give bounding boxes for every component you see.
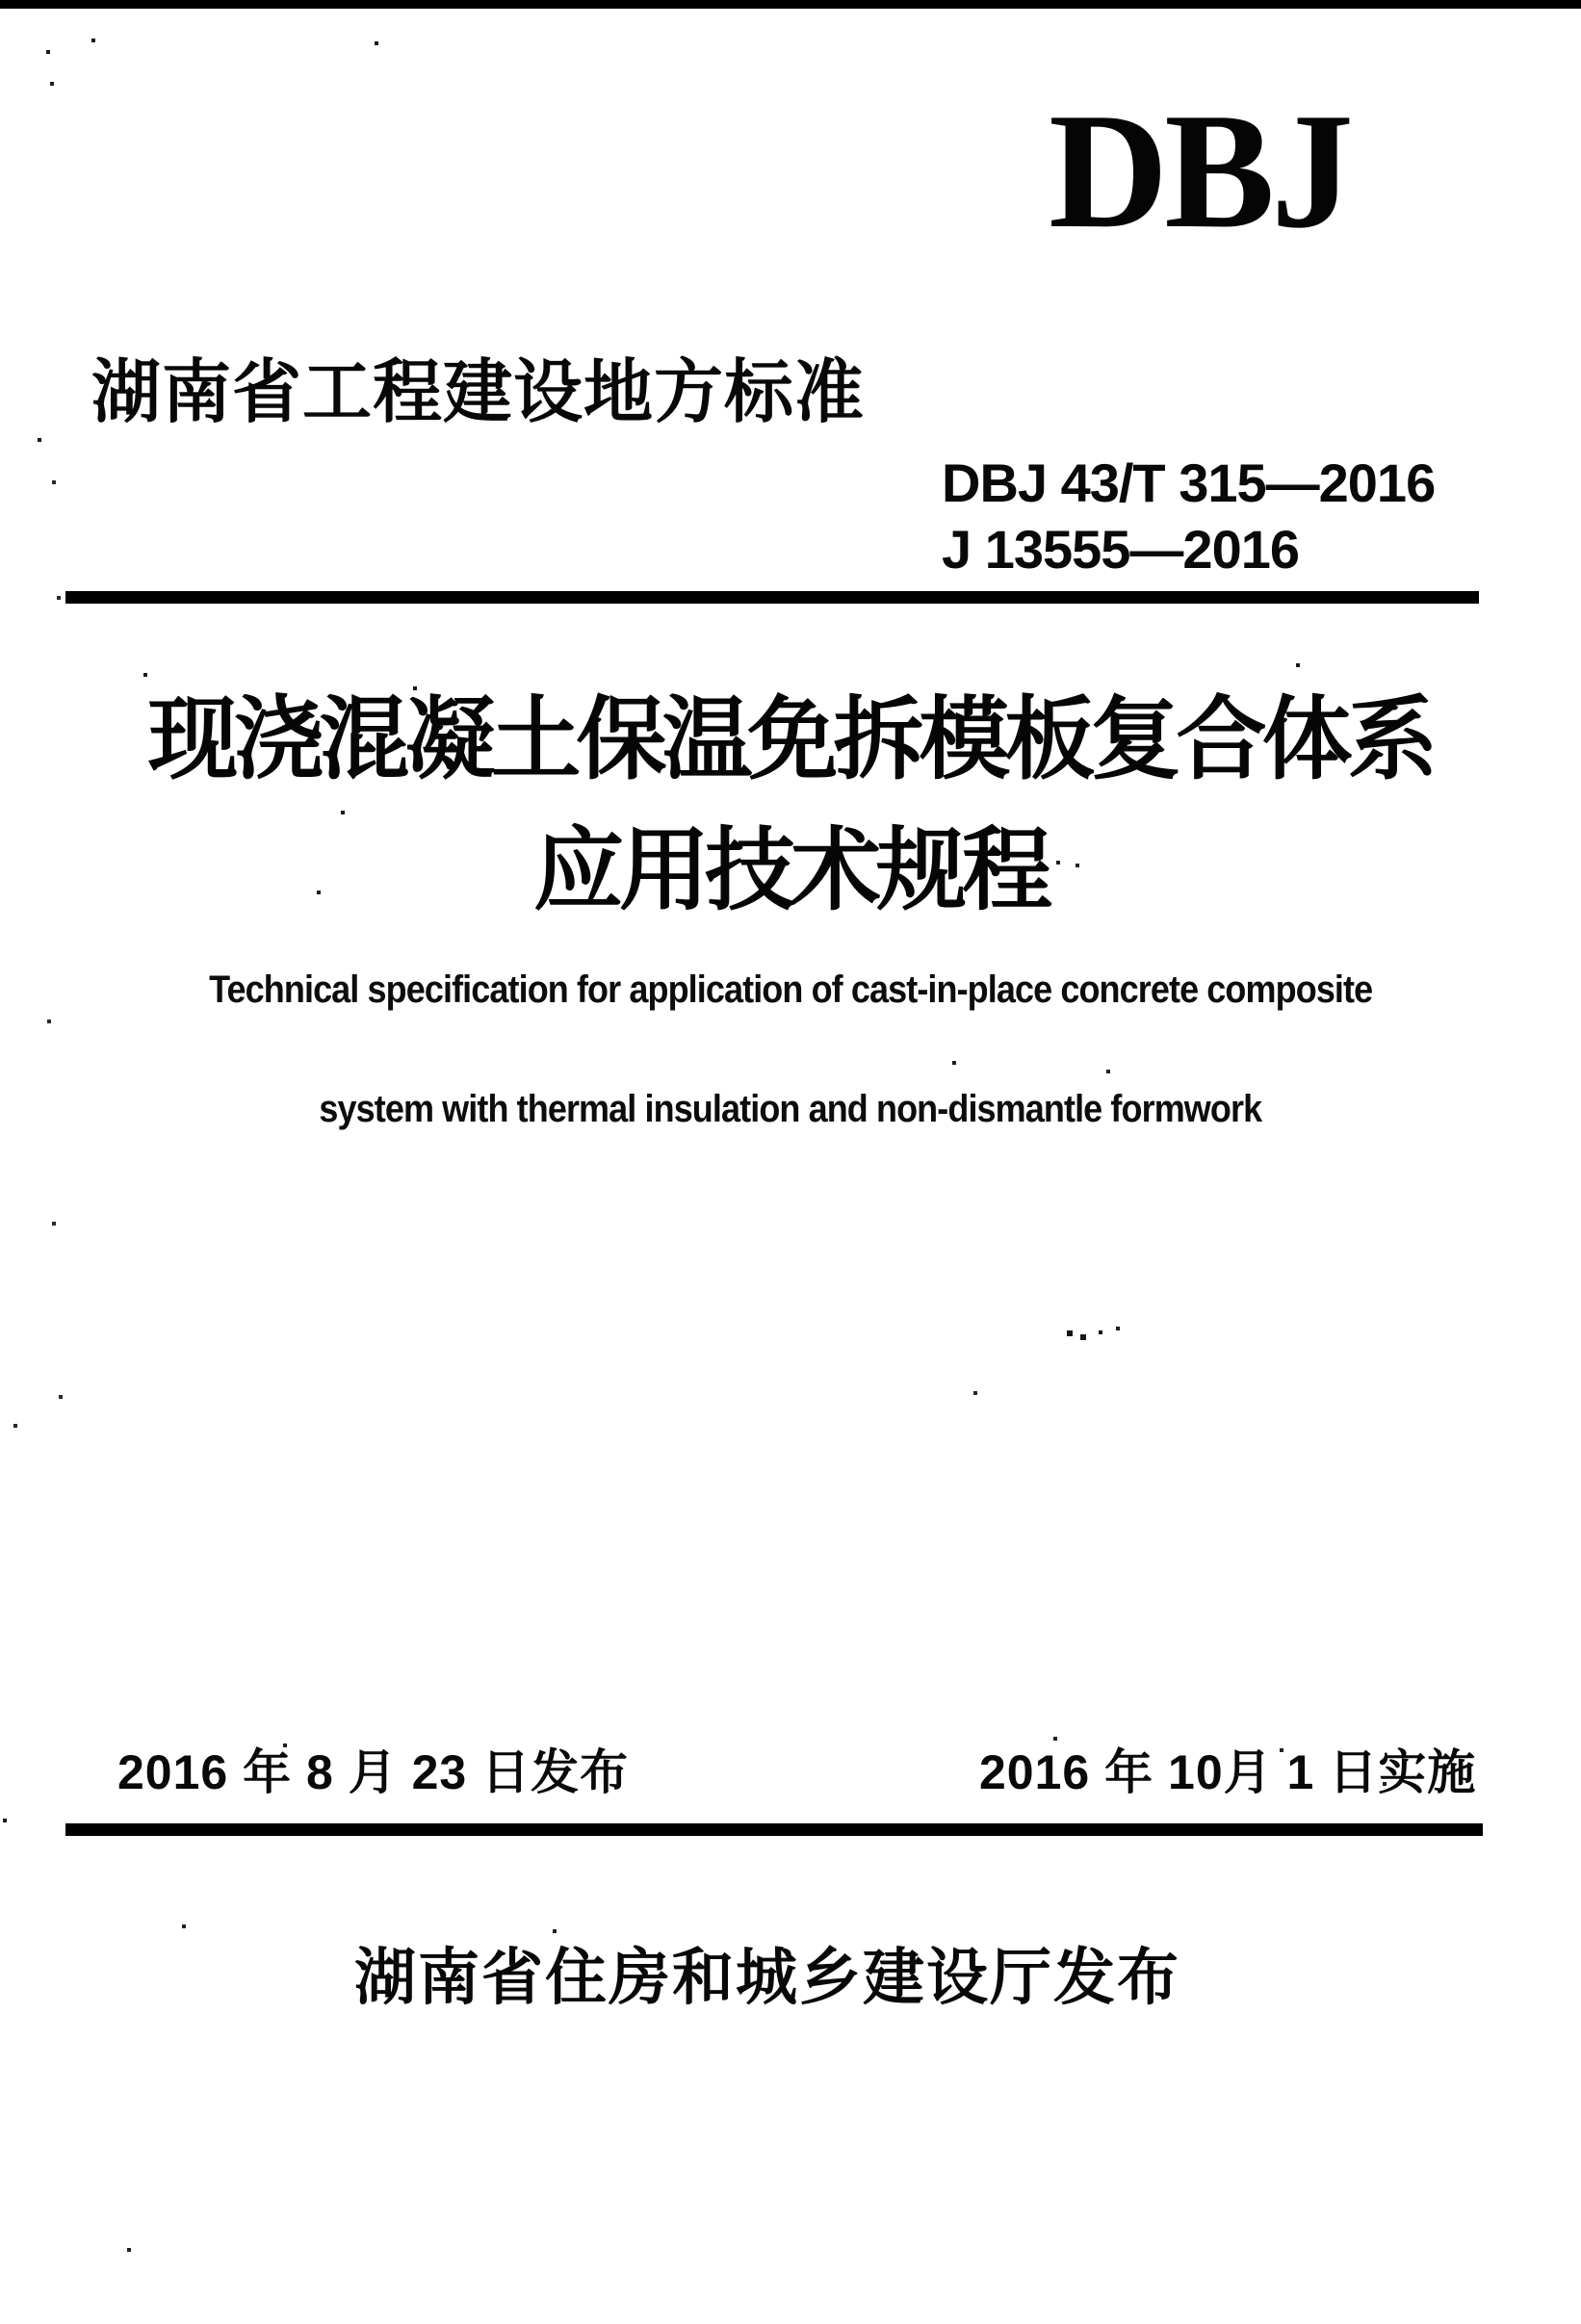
effective-date: 2016 年 10月 1 日实施 <box>979 1745 1477 1799</box>
scan-edge-top-bar <box>0 0 1581 9</box>
standard-category-label: 湖南省工程建设地方标准 <box>91 354 866 431</box>
standard-number-block <box>942 451 1435 583</box>
title-en-line1: Technical specification for application of cast-in-place concrete composite <box>208 968 1373 1011</box>
scan-noise-speckles <box>0 0 2 2</box>
standard-number-primary: DBJ 43/T 315—2016 <box>942 452 1436 513</box>
title-en-line2-wrap <box>0 1090 1581 1128</box>
standard-number-secondary: J 13555—2016 <box>942 518 1300 580</box>
divider-rule-bottom <box>65 1823 1483 1836</box>
divider-rule-top <box>65 591 1479 604</box>
title-zh-line1: 现浇混凝土保温免拆模板复合体系 <box>147 690 1434 790</box>
title-zh-line2: 应用技术规程 <box>532 821 1048 921</box>
publisher-line: 湖南省住房和城乡建设厅发布 <box>354 1943 1180 2012</box>
title-en-line2: system with thermal insulation and non-dismantle formwork <box>319 1088 1262 1130</box>
title-en-line1-wrap <box>0 970 1581 1009</box>
issue-date: 2016 年 8 月 23 日发布 <box>117 1745 630 1799</box>
dbj-logo: DBJ <box>1049 80 1350 263</box>
